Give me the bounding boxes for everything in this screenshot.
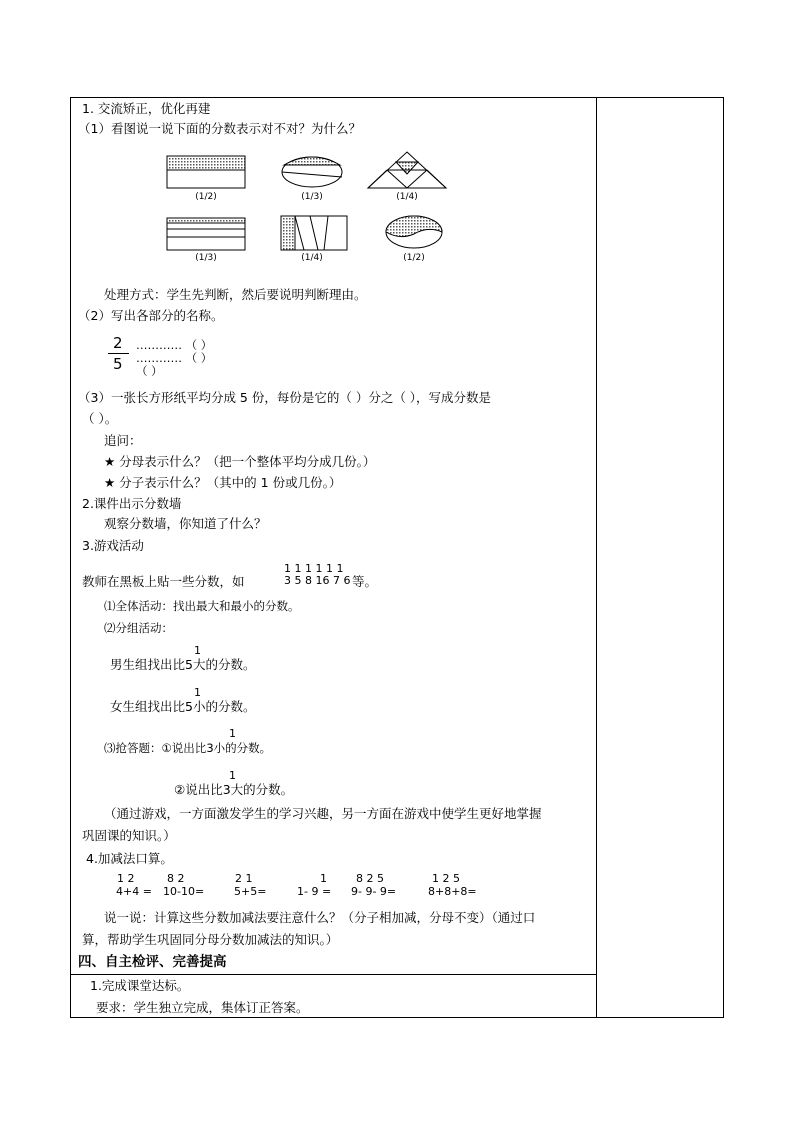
calc-6-top: 1 2 5 — [432, 872, 460, 885]
section-divider — [70, 974, 597, 975]
column-divider — [596, 97, 597, 1018]
numerator-blank: ………… （ ） — [136, 338, 213, 352]
step-4-heading: 4.加减法口算。 — [86, 851, 173, 866]
quiz-2-fraction-num: 1 — [229, 769, 236, 782]
section-4-item-1: 1.完成课堂达标。 — [90, 978, 190, 993]
question-2: （2）写出各部分的名称。 — [78, 308, 224, 323]
quiz-2-text: ②说出比3大的分数。 — [174, 782, 294, 797]
figure-label-6: (1/2) — [403, 253, 425, 263]
step-1-heading: 1. 交流矫正，优化再建 — [82, 101, 211, 116]
quiz-1-text: ⑶抢答题：①说出比3小的分数。 — [104, 741, 272, 755]
calc-3-top: 2 1 — [235, 872, 253, 885]
section-4-heading: 四、自主检评、完善提高 — [78, 954, 227, 970]
figure-label-2: (1/3) — [301, 192, 323, 202]
fractions-numerators: 1 1 1 1 1 1 — [284, 562, 344, 575]
quiz-1-fraction-num: 1 — [229, 727, 236, 740]
figure-label-4: (1/3) — [195, 253, 217, 263]
blackboard-text: 教师在黑板上贴一些分数，如 — [82, 574, 245, 589]
figure-label-5: (1/4) — [301, 253, 323, 263]
discussion-line-2: 算，帮助学生巩固同分母分数加减法的知识。） — [82, 932, 339, 947]
figure-oval-half — [384, 214, 444, 250]
discussion-line-1: 说一说：计算这些分数加减法要注意什么？（分子相加减，分母不变）（通过口 — [104, 910, 536, 925]
step-3-heading: 3.游戏活动 — [82, 538, 144, 553]
blackboard-text-end: 等。 — [352, 574, 378, 589]
question-3-line-2: （ ）。 — [82, 411, 118, 426]
step-2-text: 观察分数墙，你知道了什么？ — [104, 516, 267, 531]
step-2-heading: 2.课件出示分数墙 — [82, 496, 182, 511]
game-note-line-1: （通过游戏，一方面激发学生的学习兴趣，另一方面在游戏中使学生更好地掌握 — [104, 806, 542, 821]
bar-blank: ………… （ ） — [136, 351, 213, 365]
figure-triangle-quarter — [366, 150, 448, 190]
activity-2: ⑵分组活动： — [104, 621, 173, 635]
figure-oval-third — [280, 155, 344, 189]
calc-1-bottom: 4+4 = — [116, 885, 152, 898]
boys-fraction-num: 1 — [194, 644, 201, 657]
figure-rect-third — [166, 217, 246, 251]
activity-1: ⑴全体活动：找出最大和最小的分数。 — [104, 599, 300, 613]
figure-label-3: (1/4) — [396, 192, 418, 202]
fraction-bar — [108, 353, 129, 354]
fraction-denominator: 5 — [113, 355, 123, 373]
game-note-line-2: 巩固课的知识。） — [82, 828, 176, 843]
girls-group-text: 女生组找出比5小的分数。 — [110, 699, 256, 714]
question-1: （1）看图说一说下面的分数表示对不对？为什么？ — [78, 121, 361, 136]
figure-label-1: (1/2) — [195, 192, 217, 202]
handling-note: 处理方式：学生先判断，然后要说明判断理由。 — [104, 287, 367, 302]
fraction-numerator: 2 — [113, 334, 123, 352]
follow-up-label: 追问： — [104, 433, 142, 448]
fractions-denominators: 3 5 8 16 7 6 — [284, 574, 351, 587]
calc-5-top: 8 2 5 — [356, 872, 384, 885]
figure-rect-half — [166, 155, 246, 189]
follow-up-2: ★ 分子表示什么？（其中的 1 份或几份。） — [104, 475, 342, 490]
calc-2-top: 8 2 — [167, 872, 185, 885]
section-4-item-2: 要求：学生独立完成，集体订正答案。 — [96, 1000, 309, 1015]
calc-6-bottom: 8+8+8= — [428, 885, 477, 898]
follow-up-1: ★ 分母表示什么？（把一个整体平均分成几份。） — [104, 454, 376, 469]
calc-4-bottom: 1- 9 = — [297, 885, 332, 898]
denominator-blank: （ ） — [136, 364, 163, 378]
figure-rect-quarter — [280, 215, 348, 251]
boys-group-text: 男生组找出比5大的分数。 — [110, 657, 256, 672]
calc-2-bottom: 10-10= — [163, 885, 205, 898]
girls-fraction-num: 1 — [194, 686, 201, 699]
calc-1-top: 1 2 — [117, 872, 135, 885]
calc-3-bottom: 5+5= — [234, 885, 267, 898]
calc-5-bottom: 9- 9- 9= — [351, 885, 397, 898]
calc-4-top: 1 — [320, 872, 327, 885]
question-3-line-1: （3）一张长方形纸平均分成 5 份，每份是它的（ ）分之（ ），写成分数是 — [78, 390, 492, 405]
